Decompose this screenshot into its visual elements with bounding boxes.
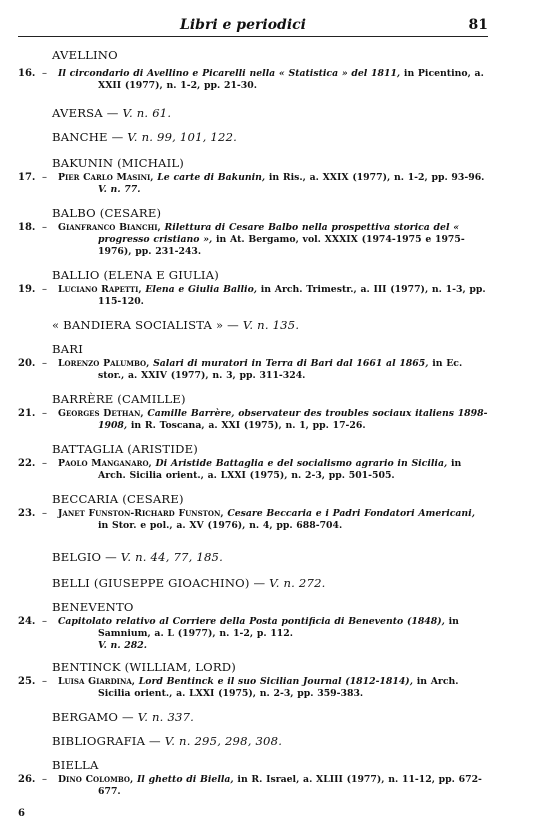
entry-source: in Picentino, a. XXII (1977), n. 1-2, pp. 21-30. [98, 68, 484, 91]
entry-author: Luisa Giardina, [58, 676, 136, 687]
subject-label: BALBO (CESARE) [52, 206, 162, 220]
subject-heading [52, 442, 198, 456]
subject-heading [52, 758, 99, 772]
entry-text [58, 222, 488, 258]
entry-dash: – [42, 508, 47, 519]
subject-heading [52, 734, 282, 748]
subject-heading [52, 576, 326, 590]
subject-heading [52, 206, 161, 220]
cross-reference: V. n. 282. [98, 640, 147, 651]
entry-title: Capitolato relativo al Corriere della Posta pontificia di Benevento (1848), [58, 616, 445, 627]
entry-text [58, 358, 488, 382]
entry-dash: – [42, 616, 47, 627]
entry-author: Pier Carlo Masini, [58, 172, 154, 183]
subject-label: BANCHE — [52, 130, 124, 144]
subject-label: BATTAGLIA (ARISTIDE) [52, 442, 199, 456]
entry-source: in At. Bergamo, vol. XXXIX (1974-1975 e 1975-1976), pp. 231-243. [98, 234, 465, 257]
subject-label: BERGAMO — [52, 710, 134, 724]
entry-author: Paolo Manganaro, [58, 458, 152, 469]
entry-title: Di Aristide Battaglia e del socialismo agrario in Sicilia, [151, 458, 448, 469]
entry-dash: – [42, 222, 47, 233]
cross-reference: V. n. 44, 77, 185. [116, 550, 224, 564]
entry-number: 21. [18, 408, 36, 419]
subject-heading [52, 492, 184, 506]
entry-source: in R. Toscana, a. XXI (1975), n. 1, pp. 17-26. [127, 420, 366, 431]
entry-number: 23. [18, 508, 36, 519]
subject-label: BELLI (GIUSEPPE GIOACHINO) — [52, 576, 266, 590]
subject-heading [52, 156, 184, 170]
subject-label: « BANDIERA SOCIALISTA » — [52, 318, 239, 332]
subject-label: BARRÈRE (CAMILLE) [52, 392, 186, 406]
entry-dash: – [42, 458, 47, 469]
entry-title: Il ghetto di Biella, [133, 774, 234, 785]
bibliography-entry [18, 284, 488, 308]
entry-text [58, 676, 488, 700]
entry-author: Lorenzo Palumbo, [58, 358, 150, 369]
subject-heading [52, 318, 299, 332]
signature-mark: 6 [18, 808, 25, 819]
subject-heading [52, 660, 236, 674]
entry-number: 24. [18, 616, 36, 627]
entry-text [58, 68, 488, 92]
cross-reference: V. n. 135. [238, 318, 300, 332]
entry-author: Luciano Rapetti, [58, 284, 142, 295]
entry-title: Le carte di Bakunin, [153, 172, 266, 183]
bibliography-entry [18, 774, 488, 798]
subject-heading [52, 710, 194, 724]
entry-source: in R. Israel, a. XLIII (1977), n. 11-12, pp. 672-677. [98, 774, 482, 797]
entry-number: 19. [18, 284, 36, 295]
entry-dash: – [42, 172, 47, 183]
entry-source: in Arch. Trimestr., a. III (1977), n. 1-3, pp. 115-120. [98, 284, 486, 307]
subject-label: BECCARIA (CESARE) [52, 492, 184, 506]
bibliography-entry [18, 508, 488, 532]
entry-source: in Stor. e pol., a. XV (1976), n. 4, pp. 688-704. [98, 520, 343, 531]
subject-label: BENTINCK (WILLIAM, LORD) [52, 660, 236, 674]
entry-source: in Ris., a. XXIX (1977), n. 1-2, pp. 93-96. [265, 172, 485, 183]
subject-heading [52, 550, 223, 564]
bibliography-entry [18, 676, 488, 700]
entry-title: Elena e Giulia Ballio, [141, 284, 258, 295]
bibliography-entry [18, 222, 488, 258]
page-number: 81 [468, 17, 488, 33]
subject-heading [52, 342, 83, 356]
subject-heading [52, 268, 219, 282]
entry-number: 22. [18, 458, 36, 469]
entry-number: 18. [18, 222, 36, 233]
subject-label: AVELLINO [52, 48, 118, 62]
entry-text [58, 408, 488, 432]
entry-author: Gianfranco Bianchi, [58, 222, 161, 233]
entry-author: Georges Dethan, [58, 408, 144, 419]
cross-reference: V. n. 295, 298, 308. [160, 734, 283, 748]
entry-text [58, 172, 488, 196]
entry-number: 26. [18, 774, 36, 785]
entry-dash: – [42, 408, 47, 419]
subject-heading [52, 106, 171, 120]
bibliography-entry [18, 358, 488, 382]
bibliography-entry [18, 616, 488, 652]
cross-reference: V. n. 61. [118, 106, 172, 120]
entry-text [58, 508, 488, 532]
entry-title: Cesare Beccaria e i Padri Fondatori Americani, [223, 508, 475, 519]
entry-dash: – [42, 358, 47, 369]
cross-reference: V. n. 77. [98, 184, 141, 195]
entry-title: Camille Barrère, observateur des troubles sociaux italiens 1898-1908, [98, 408, 488, 431]
entry-title: Salari di muratori in Terra di Bari dal 1661 al 1865, [149, 358, 429, 369]
entry-number: 20. [18, 358, 36, 369]
entry-number: 25. [18, 676, 36, 687]
entry-dash: – [42, 68, 47, 79]
entry-text [58, 616, 488, 652]
entry-author: Janet Funston-Richard Funston, [58, 508, 224, 519]
cross-reference: V. n. 272. [265, 576, 326, 590]
entry-title: Il circondario di Avellino e Picarelli nella « Statistica » del 1811, [58, 68, 401, 79]
subject-heading [52, 130, 237, 144]
entry-source: in Arch. Sicilia orient., a. LXXI (1975), n. 2-3, pp. 501-505. [98, 458, 462, 481]
subject-label: BALLIO (ELENA E GIULIA) [52, 268, 219, 282]
entry-source: in Samnium, a. L (1977), n. 1-2, p. 112. [98, 616, 459, 639]
subject-label: BENEVENTO [52, 600, 134, 614]
subject-label: BAKUNIN (MICHAIL) [52, 156, 184, 170]
bibliography-entry [18, 458, 488, 482]
subject-label: BIELLA [52, 758, 99, 772]
subject-label: BIBLIOGRAFIA — [52, 734, 161, 748]
entry-dash: – [42, 774, 47, 785]
cross-reference: V. n. 99, 101, 122. [123, 130, 238, 144]
running-header-title: Libri e periodici [180, 17, 306, 33]
entry-title: Lord Bentinck e il suo Sicilian Journal (1812-1814), [135, 676, 413, 687]
subject-heading [52, 600, 134, 614]
entry-text [58, 458, 488, 482]
subject-label: AVERSA — [52, 106, 119, 120]
entry-number: 17. [18, 172, 36, 183]
entry-number: 16. [18, 68, 36, 79]
subject-label: BELGIO — [52, 550, 117, 564]
bibliography-entry [18, 68, 488, 92]
subject-heading [52, 48, 118, 62]
header-rule [18, 36, 488, 37]
entry-title: Rilettura di Cesare Balbo nella prospettiva storica del « progresso cristiano », [98, 222, 460, 245]
subject-label: BARI [52, 342, 84, 356]
bibliography-entry [18, 172, 488, 196]
entry-dash: – [42, 676, 47, 687]
entry-author: Dino Colombo, [58, 774, 134, 785]
bibliography-entry [18, 408, 488, 432]
subject-heading [52, 392, 186, 406]
entry-dash: – [42, 284, 47, 295]
entry-text [58, 284, 488, 308]
entry-source: in Ec. stor., a. XXIV (1977), n. 3, pp. 311-324. [98, 358, 463, 381]
entry-text [58, 774, 488, 798]
entry-source: in Arch. Sicilia orient., a. LXXI (1975), n. 2-3, pp. 359-383. [98, 676, 459, 699]
cross-reference: V. n. 337. [133, 710, 195, 724]
